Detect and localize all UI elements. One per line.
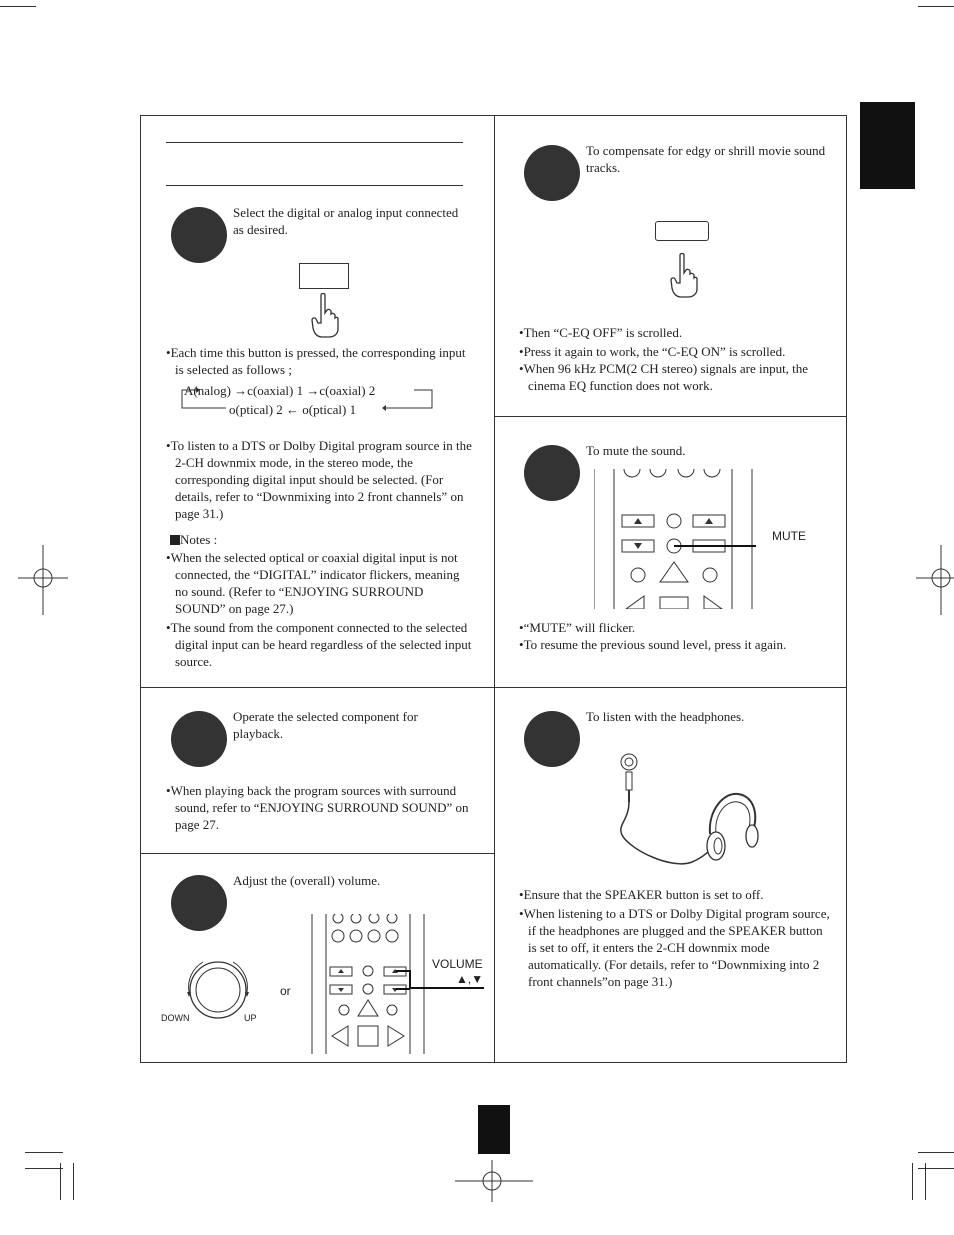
heading-rule bbox=[166, 142, 463, 143]
step-circle bbox=[171, 875, 227, 931]
crop-mark bbox=[918, 6, 954, 7]
step-circle bbox=[524, 711, 580, 767]
crop-mark bbox=[60, 1163, 61, 1200]
headphones-instruction: To listen with the headphones. bbox=[586, 709, 745, 724]
cinema-eq-bullet: • Then “C-EQ OFF” is scrolled. bbox=[519, 324, 833, 341]
registration-mark-right bbox=[916, 545, 954, 615]
volume-knob-icon bbox=[175, 952, 261, 1022]
crop-mark bbox=[0, 6, 36, 7]
volume-down-label: DOWN bbox=[161, 1013, 190, 1023]
headphones-bullet: • Ensure that the SPEAKER button is set to off. bbox=[519, 886, 833, 903]
column-divider bbox=[494, 115, 495, 1063]
input-button[interactable] bbox=[299, 263, 349, 289]
crop-mark bbox=[925, 1163, 926, 1200]
remote-control-mute bbox=[594, 469, 756, 609]
volume-arrows-label: ▲,▼ bbox=[456, 972, 484, 986]
mute-instruction: To mute the sound. bbox=[586, 443, 686, 458]
headphones-icon bbox=[612, 750, 762, 875]
input-bullet: • Each time this button is pressed, the corresponding input is selected as follows ; bbox=[166, 344, 475, 378]
cinema-eq-button[interactable] bbox=[655, 221, 709, 241]
headphones-bullet: • When listening to a DTS or Dolby Digital program source, if the headphones are plugged and the SPEAKER button is set to off, it enters the 2-CH downmix mode automatically. (For details, refer to “Downmixing into 2 front channels”on page 31.) bbox=[519, 905, 833, 990]
input-bullet: • To listen to a DTS or Dolby Digital program source in the 2-CH downmix mode, in the stereo mode, the corresponding digital input should be selected. (For details, refer to “Downmixing into 2 front channels” on page 31.) bbox=[166, 437, 475, 522]
crop-mark bbox=[912, 1163, 913, 1200]
mute-bullet: • To resume the previous sound level, press it again. bbox=[519, 636, 833, 653]
page-number-box bbox=[478, 1105, 510, 1154]
note-item: • When the selected optical or coaxial digital input is not connected, the “DIGITAL” indicator flickers, meaning no sound. (Refer to “ENJOYING SURROUND SOUND” on page 27.) bbox=[166, 549, 475, 617]
registration-mark-left bbox=[18, 545, 68, 615]
note-item: • The sound from the component connected to the selected digital input can be heard regardless of the selected input source. bbox=[166, 619, 475, 670]
chapter-tab bbox=[860, 102, 915, 189]
notes-icon bbox=[170, 535, 180, 545]
input-cycle-top: A(nalog) →c(oaxial) 1 →c(oaxial) 2 bbox=[184, 383, 376, 398]
input-instruction: Select the digital or analog input connected as desired. bbox=[233, 205, 459, 237]
crop-mark bbox=[918, 1168, 954, 1169]
crop-mark bbox=[25, 1152, 63, 1153]
step-circle bbox=[524, 445, 580, 501]
or-label: or bbox=[280, 984, 291, 998]
hand-press-icon bbox=[669, 253, 699, 299]
registration-mark-bottom bbox=[455, 1160, 533, 1202]
cinema-eq-bullet: • Press it again to work, the “C-EQ ON” is scrolled. bbox=[519, 343, 833, 360]
volume-instruction: Adjust the (overall) volume. bbox=[233, 873, 381, 888]
row-divider bbox=[140, 687, 847, 688]
heading-rule bbox=[166, 185, 463, 186]
cinema-eq-instruction: To compensate for edgy or shrill movie sound tracks. bbox=[586, 143, 826, 175]
input-cycle-bottom: o(ptical) 2 ← o(ptical) 1 bbox=[229, 402, 357, 417]
step-circle bbox=[524, 145, 580, 201]
crop-mark bbox=[918, 1152, 954, 1153]
row-divider bbox=[494, 416, 847, 417]
mute-label: MUTE bbox=[772, 529, 806, 543]
volume-label: VOLUME bbox=[432, 957, 483, 971]
notes-label: Notes : bbox=[180, 532, 218, 547]
step-circle bbox=[171, 207, 227, 263]
step-circle bbox=[171, 711, 227, 767]
playback-bullet: • When playing back the program sources with surround sound, refer to “ENJOYING SURROUND SOUND” on page 27. bbox=[166, 782, 475, 833]
row-divider bbox=[140, 853, 494, 854]
crop-mark bbox=[25, 1168, 63, 1169]
hand-press-icon bbox=[310, 293, 340, 339]
cinema-eq-bullet: • When 96 kHz PCM(2 CH stereo) signals are input, the cinema EQ function does not work. bbox=[519, 360, 833, 394]
crop-mark bbox=[73, 1163, 74, 1200]
volume-up-label: UP bbox=[244, 1013, 257, 1023]
playback-instruction: Operate the selected component for playback. bbox=[233, 709, 418, 741]
mute-bullet: • “MUTE” will flicker. bbox=[519, 619, 833, 636]
